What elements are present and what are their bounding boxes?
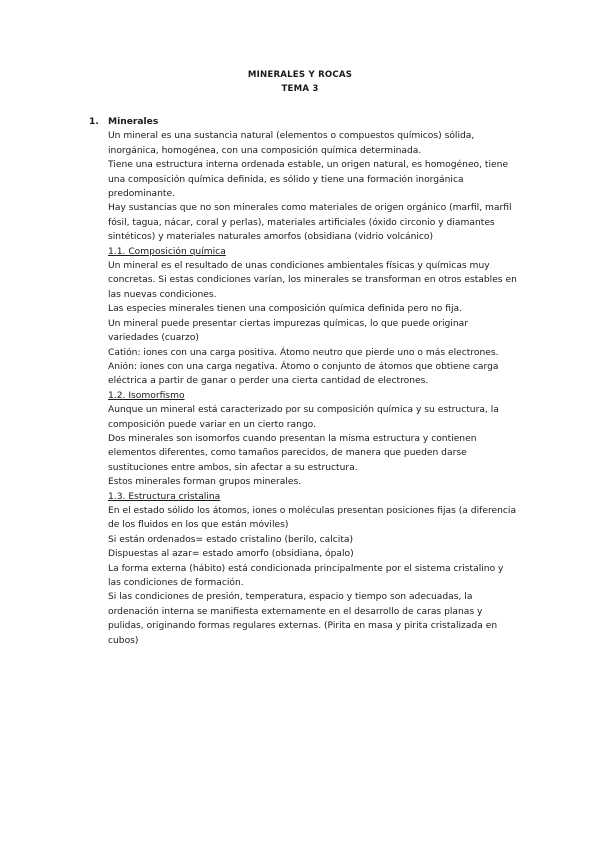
section-number: 1. [89,117,99,127]
paragraph: Un mineral es el resultado de unas condiciones ambientales físicas y químicas muy concretas. Si estas condiciones varían, los minerales se transforman en otros estables en las nuevas condiciones. [108,261,517,300]
paragraph: Aunque un mineral está caracterizado por su composición química y su estructura, la composición puede variar en un cierto rango. [108,405,499,430]
subsection-heading: 1.1. Composición química [108,246,226,257]
paragraph: En el estado sólido los átomos, iones o moléculas presentan posiciones fijas (a diferencia de los fluidos en los que están móviles) [108,505,517,531]
paragraph: Si las condiciones de presión, temperatura, espacio y tiempo son adecuadas, la ordenación interna se manifiesta externamente en el desarrollo de caras planas y pulidas, originando formas regulares externas. (Pirita en masa y pirita cristalizada en cubos) [108,592,498,646]
paragraph: La forma externa (hábito) está condicionada principalmente por el sistema cristalino y las condiciones de formación. [108,563,504,588]
paragraph: Estos minerales forman grupos minerales. [108,477,302,488]
paragraph: Si están ordenados= estado cristalino (berilo, calcita) [108,534,354,545]
paragraph: Hay sustancias que no son minerales como materiales de origen orgánico (marfil, marfil fósil, tagua, nácar, coral y perlas), materiales artificiales (óxido circonio y diamantes sintéticos) y materiales naturales amorfos (obsidiana (vidrio volcánico) [108,203,512,243]
paragraph: Dispuestas al azar= estado amorfo (obsidiana, ópalo) [108,549,354,560]
subsection-heading: 1.3. Estructura cristalina [108,491,221,502]
section-title: Minerales [108,117,159,127]
paragraph: Anión: iones con una carga negativa. Átomo o conjunto de átomos que obtiene carga eléctrica a partir de ganar o perder una cierta cantidad de electrones. [108,361,499,387]
paragraph: Tiene una estructura interna ordenada estable, un origen natural, es homogéneo, tiene una composición química definida, es sólido y tiene una formación inorgánica predominante. [108,160,509,200]
paragraph: Dos minerales son isomorfos cuando presentan la misma estructura y contienen elementos diferentes, como tamaños parecidos, de manera que pueden darse sustituciones entre ambos, sin afectar a su estructura. [108,433,477,473]
document-body [89,115,518,648]
document-title: MINERALES Y ROCAS [247,70,353,80]
section-heading [89,115,518,129]
paragraph: Un mineral puede presentar ciertas impurezas químicas, lo que puede originar variedades (cuarzo) [108,318,468,344]
paragraph: Un mineral es una sustancia natural (elementos o compuestos químicos) sólida, inorgánica, homogénea, con una composición química determinada. [108,131,475,156]
subsection-heading: 1.2. Isomorfismo [108,390,185,401]
paragraph: Catión: iones con una carga positiva. Átomo neutro que pierde uno o más electrones. [108,347,499,358]
paragraph: Las especies minerales tienen una composición química definida pero no fija. [108,304,463,315]
document-subtitle: TEMA 3 [281,84,319,94]
